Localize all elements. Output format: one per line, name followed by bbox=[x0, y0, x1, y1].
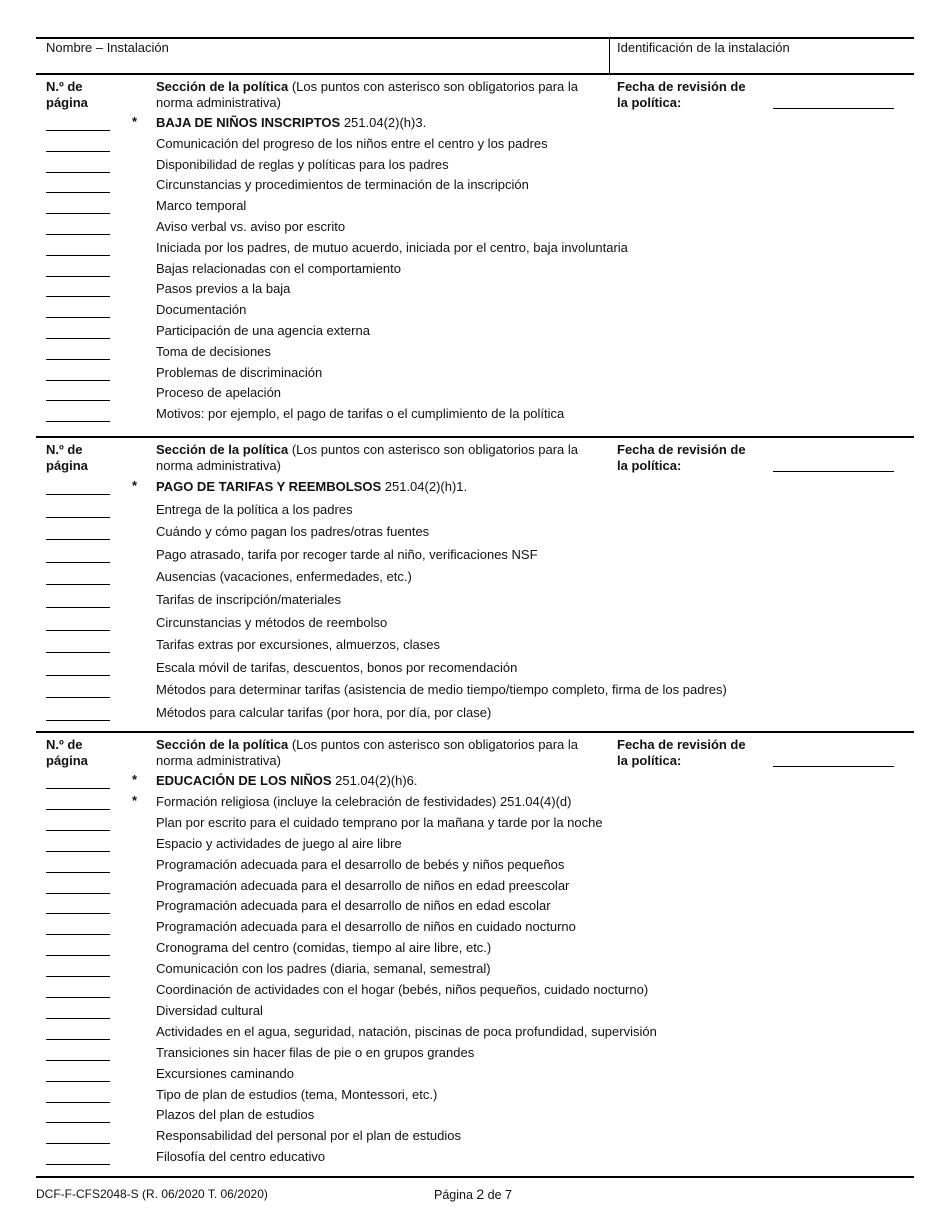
policy-item-row bbox=[0, 547, 950, 570]
policy-item-row bbox=[0, 365, 950, 386]
policy-item-label: Marco temporal bbox=[156, 198, 247, 214]
policy-item-row bbox=[0, 1149, 950, 1170]
section-header bbox=[0, 733, 950, 777]
page-number-field[interactable] bbox=[46, 830, 110, 831]
page-number-field[interactable] bbox=[46, 809, 110, 810]
section-header bbox=[0, 438, 950, 482]
page-number-field[interactable] bbox=[46, 151, 110, 152]
policy-item-label: Circunstancias y procedimientos de terminación de la inscripción bbox=[156, 177, 529, 193]
page-number-header: N.º de página bbox=[46, 737, 88, 768]
policy-item-row bbox=[0, 323, 950, 344]
policy-item-label: Escala móvil de tarifas, descuentos, bonos por recomendación bbox=[156, 659, 518, 675]
policy-item-label: Tipo de plan de estudios (tema, Montessori, etc.) bbox=[156, 1086, 438, 1102]
page-number-field[interactable] bbox=[46, 630, 110, 631]
page-number-field[interactable] bbox=[46, 934, 110, 935]
facility-name-label: Nombre – Instalación bbox=[46, 40, 169, 55]
page-number-field[interactable] bbox=[46, 317, 110, 318]
policy-item-row bbox=[0, 261, 950, 282]
policy-item-label: Bajas relacionadas con el comportamiento bbox=[156, 260, 401, 276]
policy-item-label: Transiciones sin hacer filas de pie o en grupos grandes bbox=[156, 1044, 475, 1060]
policy-item-label: Pasos previos a la baja bbox=[156, 281, 291, 297]
policy-item-label: Disponibilidad de reglas y políticas para los padres bbox=[156, 156, 449, 172]
page-number-field[interactable] bbox=[46, 652, 110, 653]
policy-title: EDUCACIÓN DE LOS NIÑOS 251.04(2)(h)6. bbox=[156, 773, 418, 788]
page-number-field[interactable] bbox=[46, 192, 110, 193]
policy-item-row bbox=[0, 177, 950, 198]
policy-item-label: Proceso de apelación bbox=[156, 385, 282, 401]
policy-item-label: Formación religiosa (incluye la celebración de festividades) 251.04(4)(d) bbox=[156, 793, 572, 809]
page-number-field[interactable] bbox=[46, 338, 110, 339]
policy-item-label: Excursiones caminando bbox=[156, 1065, 295, 1081]
page-number-field[interactable] bbox=[46, 607, 110, 608]
header-separator bbox=[609, 39, 610, 74]
policy-item-row bbox=[0, 705, 950, 728]
policy-title: PAGO DE TARIFAS Y REEMBOLSOS 251.04(2)(h)1. bbox=[156, 479, 468, 494]
revision-date-field[interactable] bbox=[773, 471, 894, 472]
page-number-field[interactable] bbox=[46, 421, 110, 422]
policy-item-row bbox=[0, 406, 950, 427]
policy-item-row bbox=[0, 1087, 950, 1108]
page-number-field[interactable] bbox=[46, 213, 110, 214]
policy-item-row bbox=[0, 857, 950, 878]
policy-item-label: Métodos para determinar tarifas (asistencia de medio tiempo/tiempo completo, firma de los padres) bbox=[156, 682, 727, 698]
facility-id-label: Identificación de la instalación bbox=[617, 40, 790, 55]
policy-item-row bbox=[0, 219, 950, 240]
page-number-header: N.º de página bbox=[46, 79, 88, 110]
page-number-field[interactable] bbox=[46, 494, 110, 495]
policy-title-row bbox=[0, 773, 950, 794]
policy-item-row bbox=[0, 682, 950, 705]
policy-item-row bbox=[0, 1003, 950, 1024]
policy-item-row bbox=[0, 198, 950, 219]
policy-item-label: Cuándo y cómo pagan los padres/otras fuentes bbox=[156, 524, 430, 540]
policy-item-label: Ausencias (vacaciones, enfermedades, etc.) bbox=[156, 569, 412, 585]
policy-item-row bbox=[0, 281, 950, 302]
policy-item-row bbox=[0, 569, 950, 592]
page-number-field[interactable] bbox=[46, 234, 110, 235]
policy-item-label: Programación adecuada para el desarrollo de niños en edad escolar bbox=[156, 898, 551, 914]
policy-item-row bbox=[0, 592, 950, 615]
policy-item-row bbox=[0, 524, 950, 547]
policy-title-row bbox=[0, 479, 950, 502]
page-number-field[interactable] bbox=[46, 893, 110, 894]
policy-item-row bbox=[0, 836, 950, 857]
policy-item-row bbox=[0, 1066, 950, 1087]
page-number-header: N.º de página bbox=[46, 442, 88, 473]
policy-item-label: Programación adecuada para el desarrollo de niños en cuidado nocturno bbox=[156, 919, 576, 935]
page-number-field[interactable] bbox=[46, 296, 110, 297]
policy-item-row bbox=[0, 961, 950, 982]
revision-date-field[interactable] bbox=[773, 108, 894, 109]
policy-item-row bbox=[0, 385, 950, 406]
required-asterisk: * bbox=[132, 792, 138, 808]
page-number-field[interactable] bbox=[46, 997, 110, 998]
page-number-field[interactable] bbox=[46, 913, 110, 914]
policy-item-row bbox=[0, 919, 950, 940]
revision-date-field[interactable] bbox=[773, 766, 894, 767]
policy-item-label: Responsabilidad del personal por el plan de estudios bbox=[156, 1128, 461, 1144]
policy-item-label: Problemas de discriminación bbox=[156, 364, 323, 380]
policy-item-label: Documentación bbox=[156, 302, 247, 318]
page-number-field[interactable] bbox=[46, 584, 110, 585]
page-number-field[interactable] bbox=[46, 1122, 110, 1123]
policy-item-label: Actividades en el agua, seguridad, natación, piscinas de poca profundidad, supervisión bbox=[156, 1023, 657, 1039]
policy-title: BAJA DE NIÑOS INSCRIPTOS 251.04(2)(h)3. bbox=[156, 115, 427, 130]
section-header bbox=[0, 75, 950, 119]
page-number-field[interactable] bbox=[46, 1164, 110, 1165]
policy-item-row bbox=[0, 136, 950, 157]
page-number-field[interactable] bbox=[46, 1060, 110, 1061]
policy-item-label: Motivos: por ejemplo, el pago de tarifas o el cumplimiento de la política bbox=[156, 406, 565, 422]
required-asterisk: * bbox=[132, 114, 138, 129]
page-number-field[interactable] bbox=[46, 130, 110, 131]
page-number-field[interactable] bbox=[46, 872, 110, 873]
policy-item-row bbox=[0, 1128, 950, 1149]
policy-item-row bbox=[0, 637, 950, 660]
policy-item-row bbox=[0, 240, 950, 261]
policy-item-label: Espacio y actividades de juego al aire libre bbox=[156, 835, 402, 851]
revision-date-header: Fecha de revisión de la política: bbox=[617, 737, 746, 768]
page-number-field[interactable] bbox=[46, 976, 110, 977]
required-asterisk: * bbox=[132, 772, 138, 787]
policy-item-row bbox=[0, 157, 950, 178]
policy-item-label: Tarifas de inscripción/materiales bbox=[156, 592, 341, 607]
revision-date-header: Fecha de revisión de la política: bbox=[617, 442, 746, 473]
policy-item-label: Comunicación con los padres (diaria, semanal, semestral) bbox=[156, 961, 491, 977]
policy-item-label: Métodos para calcular tarifas (por hora, por día, por clase) bbox=[156, 705, 492, 720]
policy-section-header: Sección de la política (Los puntos con asterisco son obligatorios para la norma administrativa) bbox=[156, 737, 578, 768]
page-number-field[interactable] bbox=[46, 1102, 110, 1103]
page-number-field[interactable] bbox=[46, 1039, 110, 1040]
page-number-field[interactable] bbox=[46, 400, 110, 401]
page-number-field[interactable] bbox=[46, 675, 110, 676]
policy-item-row bbox=[0, 898, 950, 919]
policy-item-label: Iniciada por los padres, de mutuo acuerdo, iniciada por el centro, baja involuntaria bbox=[156, 239, 628, 255]
page-number-field[interactable] bbox=[46, 380, 110, 381]
required-asterisk: * bbox=[132, 478, 138, 493]
policy-item-row bbox=[0, 940, 950, 961]
policy-item-row bbox=[0, 1024, 950, 1045]
policy-item-row bbox=[0, 878, 950, 899]
policy-item-label: Plazos del plan de estudios bbox=[156, 1107, 315, 1123]
form-id: DCF-F-CFS2048-S (R. 06/2020 T. 06/2020) bbox=[36, 1187, 268, 1201]
policy-item-row bbox=[0, 815, 950, 836]
policy-item-label: Comunicación del progreso de los niños entre el centro y los padres bbox=[156, 135, 548, 151]
policy-item-row bbox=[0, 302, 950, 323]
policy-item-label: Pago atrasado, tarifa por recoger tarde al niño, verificaciones NSF bbox=[156, 546, 538, 562]
page-number-field[interactable] bbox=[46, 1143, 110, 1144]
policy-item-row bbox=[0, 502, 950, 525]
policy-item-row bbox=[0, 344, 950, 365]
policy-item-label: Programación adecuada para el desarrollo de niños en edad preescolar bbox=[156, 877, 570, 893]
policy-item-row bbox=[0, 615, 950, 638]
policy-item-label: Plan por escrito para el cuidado temprano por la mañana y tarde por la noche bbox=[156, 814, 603, 830]
policy-item-label: Cronograma del centro (comidas, tiempo al aire libre, etc.) bbox=[156, 940, 492, 956]
policy-item-label: Tarifas extras por excursiones, almuerzos, clases bbox=[156, 637, 440, 653]
policy-item-row bbox=[0, 794, 950, 815]
page-number-field[interactable] bbox=[46, 359, 110, 360]
revision-date-header: Fecha de revisión de la política: bbox=[617, 79, 746, 110]
policy-item-label: Aviso verbal vs. aviso por escrito bbox=[156, 219, 346, 234]
policy-item-label: Coordinación de actividades con el hogar (bebés, niños pequeños, cuidado nocturno) bbox=[156, 982, 649, 997]
policy-section-header: Sección de la política (Los puntos con asterisco son obligatorios para la norma administrativa) bbox=[156, 79, 578, 110]
page-number-field[interactable] bbox=[46, 851, 110, 852]
policy-item-label: Diversidad cultural bbox=[156, 1002, 263, 1018]
policy-title-row bbox=[0, 115, 950, 136]
page-number-field[interactable] bbox=[46, 697, 110, 698]
page-indicator: Página 2 de 7 bbox=[434, 1186, 513, 1202]
page-number-field[interactable] bbox=[46, 788, 110, 789]
policy-item-label: Participación de una agencia externa bbox=[156, 323, 370, 338]
policy-item-label: Entrega de la política a los padres bbox=[156, 501, 353, 517]
policy-item-label: Filosofía del centro educativo bbox=[156, 1149, 326, 1165]
page-number-field[interactable] bbox=[46, 562, 110, 563]
page-number-field[interactable] bbox=[46, 517, 110, 518]
policy-section-header: Sección de la política (Los puntos con asterisco son obligatorios para la norma administrativa) bbox=[156, 442, 578, 473]
page-number-field[interactable] bbox=[46, 1081, 110, 1082]
page-number-field[interactable] bbox=[46, 172, 110, 173]
page-number-field[interactable] bbox=[46, 955, 110, 956]
page-number-field[interactable] bbox=[46, 276, 110, 277]
policy-item-label: Toma de decisiones bbox=[156, 343, 271, 359]
footer-rule bbox=[36, 1176, 914, 1178]
policy-item-row bbox=[0, 660, 950, 683]
top-rule bbox=[36, 37, 914, 39]
page-number-field[interactable] bbox=[46, 539, 110, 540]
policy-item-row bbox=[0, 1045, 950, 1066]
page-number-field[interactable] bbox=[46, 1018, 110, 1019]
policy-item-row bbox=[0, 982, 950, 1003]
policy-item-row bbox=[0, 1107, 950, 1128]
policy-item-label: Circunstancias y métodos de reembolso bbox=[156, 614, 388, 630]
page-number-field[interactable] bbox=[46, 720, 110, 721]
policy-item-label: Programación adecuada para el desarrollo de bebés y niños pequeños bbox=[156, 856, 565, 872]
page-number-field[interactable] bbox=[46, 255, 110, 256]
